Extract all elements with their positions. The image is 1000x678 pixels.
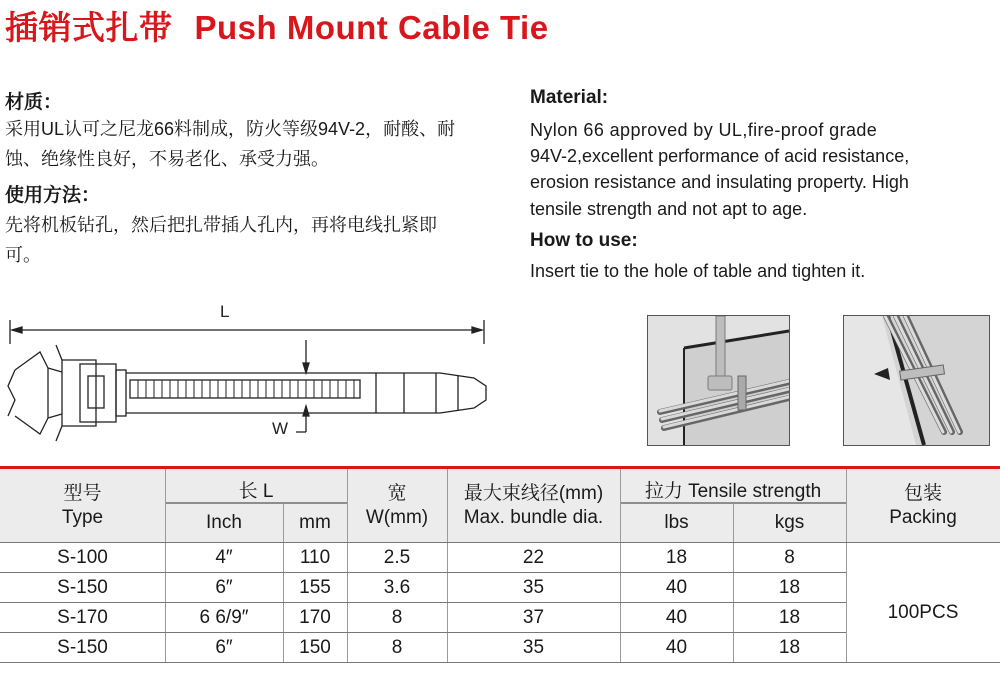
row-4-width: 8 [391, 637, 403, 658]
width-label: W [272, 419, 289, 438]
row-1-width: 2.5 [383, 547, 411, 568]
packing-value: 100PCS [887, 602, 959, 623]
en-material-heading: Material: [530, 87, 609, 108]
row-3-lbs: 40 [665, 607, 688, 628]
row-divider [0, 662, 1000, 663]
header-bundle-cn: 最大束线径(mm) [463, 483, 604, 504]
row-2-type: S-150 [57, 577, 108, 598]
row-4-bundle: 35 [522, 637, 545, 658]
header-width-cn: 宽 [387, 483, 407, 504]
row-3-width: 8 [391, 607, 403, 628]
header-inch: Inch [206, 512, 242, 533]
row-2-mm: 155 [299, 577, 331, 598]
title-cn: 插销式扎带 [5, 9, 173, 46]
row-3-bundle: 37 [522, 607, 545, 628]
row-2-bundle: 35 [522, 577, 545, 598]
en-material-line-3: erosion resistance and insulating property. High [530, 172, 909, 192]
row-3-inch: 6 6/9″ [199, 607, 249, 628]
length-label: L [220, 302, 230, 321]
header-width-en: W(mm) [365, 507, 429, 528]
row-4-mm: 150 [299, 637, 331, 658]
en-material-line-4: tensile strength and not apt to age. [530, 199, 808, 219]
row-divider [0, 632, 846, 633]
row-divider [0, 542, 1000, 543]
row-4-type: S-150 [57, 637, 108, 658]
header-model-en: Type [61, 507, 104, 528]
page-title [5, 2, 549, 49]
header-lbs: lbs [664, 512, 689, 533]
header-bundle [447, 482, 620, 530]
header-model [0, 482, 165, 530]
installation-photo-2 [843, 315, 990, 446]
header-packing-cn: 包装 [903, 483, 942, 504]
row-1-kgs: 8 [784, 547, 795, 568]
header-model-cn: 型号 [63, 483, 102, 504]
row-4-kgs: 18 [778, 637, 801, 658]
row-divider [0, 602, 846, 603]
en-use-heading: How to use: [530, 230, 638, 251]
row-1-mm: 110 [299, 547, 331, 568]
row-1-lbs: 18 [665, 547, 688, 568]
header-length: 长 L [238, 481, 274, 502]
header-tensile: 拉力 Tensile strength [644, 481, 822, 502]
row-1-inch: 4″ [215, 547, 233, 568]
header-packing-en: Packing [889, 507, 957, 528]
row-2-lbs: 40 [665, 577, 688, 598]
cable-tie-drawing [0, 300, 500, 445]
header-width [347, 482, 447, 530]
cn-material-text: 采用UL认可之尼龙66料制成，防火等级94V-2，耐酸、耐蚀、绝缘性良好，不易老化、承受力强。 [5, 119, 456, 169]
row-2-inch: 6″ [215, 577, 233, 598]
header-kgs: kgs [774, 512, 805, 533]
installation-photo-1 [647, 315, 790, 446]
row-2-width: 3.6 [383, 577, 411, 598]
row-4-lbs: 40 [665, 637, 688, 658]
row-3-kgs: 18 [778, 607, 801, 628]
row-3-type: S-170 [57, 607, 108, 628]
row-1-type: S-100 [57, 547, 108, 568]
cn-use-heading: 使用方法： [5, 185, 101, 206]
en-use-text: Insert tie to the hole of table and tighten it. [530, 261, 866, 281]
title-en: Push Mount Cable Tie [194, 9, 549, 46]
row-4-inch: 6″ [215, 637, 233, 658]
row-3-mm: 170 [299, 607, 331, 628]
header-packing [846, 482, 1000, 530]
cn-material-heading: 材质： [5, 92, 63, 113]
cn-use-text: 先将机板钻孔，然后把扎带插人孔内，再将电线扎紧即可。 [5, 215, 437, 265]
en-material-line-2: 94V-2,excellent performance of acid resistance, [530, 146, 910, 166]
row-2-kgs: 18 [778, 577, 801, 598]
row-1-bundle: 22 [522, 547, 545, 568]
header-bundle-en: Max. bundle dia. [463, 507, 604, 528]
en-material-line-1: Nylon 66 approved by UL,fire-proof grade [530, 120, 878, 140]
header-mm: mm [299, 512, 331, 533]
row-divider [0, 572, 846, 573]
